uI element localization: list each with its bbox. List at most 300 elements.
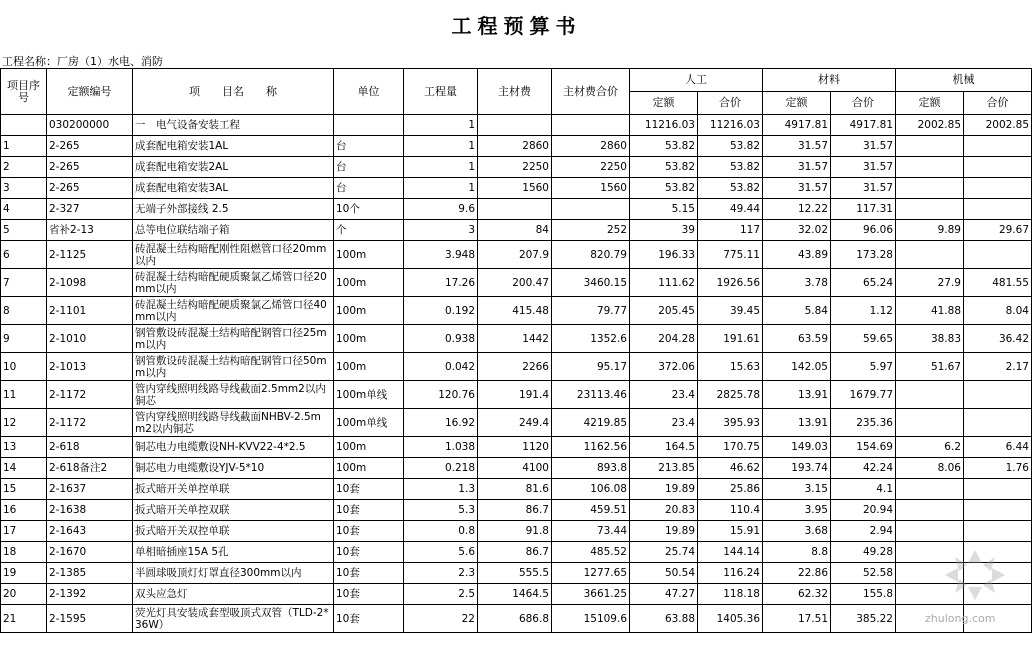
main-total-cell: 2860: [552, 136, 630, 157]
unit-cell: 10套: [334, 479, 404, 500]
item-cell: 砖混凝土结构暗配硬质聚氯乙烯管口径40mm以内: [133, 297, 334, 325]
labor-total-cell: 53.82: [698, 178, 763, 199]
material-total-cell: 4.1: [831, 479, 896, 500]
seq-cell: 6: [1, 241, 47, 269]
table-row: [1, 353, 1032, 381]
labor-quota-cell: 205.45: [630, 297, 698, 325]
main-fee-cell: 1464.5: [478, 584, 552, 605]
code-cell: 2-1101: [47, 297, 133, 325]
material-quota-cell: 3.15: [763, 479, 831, 500]
seq-cell: 13: [1, 437, 47, 458]
item-cell: 成套配电箱安装1AL: [133, 136, 334, 157]
main-fee-cell: 191.4: [478, 381, 552, 409]
labor-total-cell: 191.61: [698, 325, 763, 353]
material-quota-cell: 31.57: [763, 157, 831, 178]
labor-quota-cell: 23.4: [630, 381, 698, 409]
main-total-cell: [552, 115, 630, 136]
labor-total-cell: 170.75: [698, 437, 763, 458]
seq-cell: 9: [1, 325, 47, 353]
main-total-cell: 485.52: [552, 542, 630, 563]
labor-total-cell: 15.91: [698, 521, 763, 542]
item-cell: 扳式暗开关单控双联: [133, 500, 334, 521]
table-row: [1, 521, 1032, 542]
header-machine-quota: 定额: [896, 92, 964, 115]
unit-cell: 100m: [334, 269, 404, 297]
material-total-cell: 59.65: [831, 325, 896, 353]
table-row: [1, 605, 1032, 633]
qty-cell: 0.042: [404, 353, 478, 381]
seq-cell: 2: [1, 157, 47, 178]
qty-cell: 16.92: [404, 409, 478, 437]
item-cell: 砖混凝土结构暗配刚性阻燃管口径20mm以内: [133, 241, 334, 269]
main-total-cell: 95.17: [552, 353, 630, 381]
unit-cell: 10个: [334, 199, 404, 220]
qty-cell: 0.218: [404, 458, 478, 479]
labor-total-cell: 110.4: [698, 500, 763, 521]
main-fee-cell: 1442: [478, 325, 552, 353]
machine-quota-cell: [896, 521, 964, 542]
material-total-cell: 173.28: [831, 241, 896, 269]
qty-cell: 0.192: [404, 297, 478, 325]
code-cell: 2-327: [47, 199, 133, 220]
watermark-logo-icon: [935, 545, 1015, 605]
machine-quota-cell: 41.88: [896, 297, 964, 325]
labor-total-cell: 25.86: [698, 479, 763, 500]
table-row: [1, 199, 1032, 220]
machine-total-cell: 481.55: [964, 269, 1032, 297]
qty-cell: 0.938: [404, 325, 478, 353]
material-total-cell: 20.94: [831, 500, 896, 521]
main-fee-cell: 686.8: [478, 605, 552, 633]
table-row: [1, 136, 1032, 157]
header-qty: 工程量: [404, 69, 478, 115]
seq-cell: 10: [1, 353, 47, 381]
item-cell: 铜芯电力电缆敷设YJV-5*10: [133, 458, 334, 479]
main-total-cell: 1162.56: [552, 437, 630, 458]
header-machine: 机械: [896, 69, 1032, 92]
watermark-text: zhulong.com: [925, 612, 996, 625]
material-total-cell: 385.22: [831, 605, 896, 633]
material-total-cell: 49.28: [831, 542, 896, 563]
table-row: [1, 115, 1032, 136]
qty-cell: 1: [404, 157, 478, 178]
code-cell: 2-1172: [47, 409, 133, 437]
seq-cell: 3: [1, 178, 47, 199]
unit-cell: 100m: [334, 458, 404, 479]
seq-cell: 15: [1, 479, 47, 500]
machine-quota-cell: 38.83: [896, 325, 964, 353]
seq-cell: 16: [1, 500, 47, 521]
material-quota-cell: 13.91: [763, 409, 831, 437]
material-total-cell: 96.06: [831, 220, 896, 241]
labor-total-cell: 53.82: [698, 157, 763, 178]
unit-cell: 100m单线: [334, 409, 404, 437]
machine-total-cell: [964, 381, 1032, 409]
machine-total-cell: 1.76: [964, 458, 1032, 479]
main-fee-cell: 2860: [478, 136, 552, 157]
table-row: [1, 437, 1032, 458]
machine-quota-cell: [896, 136, 964, 157]
machine-total-cell: 2002.85: [964, 115, 1032, 136]
qty-cell: 120.76: [404, 381, 478, 409]
labor-total-cell: 116.24: [698, 563, 763, 584]
main-total-cell: 1560: [552, 178, 630, 199]
main-fee-cell: 81.6: [478, 479, 552, 500]
header-main-total: 主材费合价: [552, 69, 630, 115]
unit-cell: 10套: [334, 584, 404, 605]
table-row: [1, 381, 1032, 409]
material-quota-cell: 5.84: [763, 297, 831, 325]
main-total-cell: 893.8: [552, 458, 630, 479]
code-cell: 2-1392: [47, 584, 133, 605]
material-total-cell: 155.8: [831, 584, 896, 605]
qty-cell: 5.3: [404, 500, 478, 521]
unit-cell: 100m: [334, 241, 404, 269]
main-total-cell: 73.44: [552, 521, 630, 542]
code-cell: 2-1670: [47, 542, 133, 563]
machine-quota-cell: [896, 381, 964, 409]
unit-cell: 100m单线: [334, 381, 404, 409]
machine-quota-cell: 51.67: [896, 353, 964, 381]
code-cell: 2-1125: [47, 241, 133, 269]
machine-quota-cell: 27.9: [896, 269, 964, 297]
labor-total-cell: 53.82: [698, 136, 763, 157]
qty-cell: 0.8: [404, 521, 478, 542]
unit-cell: 个: [334, 220, 404, 241]
labor-total-cell: 39.45: [698, 297, 763, 325]
labor-quota-cell: 372.06: [630, 353, 698, 381]
main-total-cell: 1277.65: [552, 563, 630, 584]
header-machine-total: 合价: [964, 92, 1032, 115]
labor-total-cell: 46.62: [698, 458, 763, 479]
machine-total-cell: [964, 199, 1032, 220]
qty-cell: 1: [404, 115, 478, 136]
labor-total-cell: 2825.78: [698, 381, 763, 409]
code-cell: 2-265: [47, 157, 133, 178]
labor-quota-cell: 53.82: [630, 136, 698, 157]
qty-cell: 1.3: [404, 479, 478, 500]
item-cell: 成套配电箱安装3AL: [133, 178, 334, 199]
item-cell: 管内穿线照明线路导线截面NHBV-2.5mm2以内铜芯: [133, 409, 334, 437]
main-fee-cell: 4100: [478, 458, 552, 479]
machine-total-cell: 29.67: [964, 220, 1032, 241]
labor-quota-cell: 53.82: [630, 157, 698, 178]
labor-total-cell: 11216.03: [698, 115, 763, 136]
labor-quota-cell: 39: [630, 220, 698, 241]
material-total-cell: 31.57: [831, 157, 896, 178]
machine-quota-cell: [896, 409, 964, 437]
unit-cell: 台: [334, 178, 404, 199]
qty-cell: 3: [404, 220, 478, 241]
qty-cell: 1: [404, 178, 478, 199]
item-cell: 总等电位联结端子箱: [133, 220, 334, 241]
item-cell: 荧光灯具安装成套型吸顶式双管（TLD-2*36W）: [133, 605, 334, 633]
main-fee-cell: 84: [478, 220, 552, 241]
material-quota-cell: 3.78: [763, 269, 831, 297]
material-quota-cell: 32.02: [763, 220, 831, 241]
seq-cell: 1: [1, 136, 47, 157]
labor-total-cell: 49.44: [698, 199, 763, 220]
table-row: [1, 409, 1032, 437]
material-quota-cell: 3.68: [763, 521, 831, 542]
labor-quota-cell: 19.89: [630, 521, 698, 542]
table-row: [1, 479, 1032, 500]
header-material-quota: 定额: [763, 92, 831, 115]
main-total-cell: 4219.85: [552, 409, 630, 437]
table-row: [1, 563, 1032, 584]
material-total-cell: 235.36: [831, 409, 896, 437]
machine-total-cell: 2.17: [964, 353, 1032, 381]
header-code: 定额编号: [47, 69, 133, 115]
header-labor: 人工: [630, 69, 763, 92]
code-cell: 2-265: [47, 136, 133, 157]
seq-cell: [1, 115, 47, 136]
machine-quota-cell: [896, 479, 964, 500]
table-row: [1, 269, 1032, 297]
machine-total-cell: [964, 241, 1032, 269]
code-cell: 2-1643: [47, 521, 133, 542]
material-quota-cell: 149.03: [763, 437, 831, 458]
machine-quota-cell: [896, 157, 964, 178]
main-fee-cell: 1120: [478, 437, 552, 458]
unit-cell: 100m: [334, 325, 404, 353]
main-total-cell: 820.79: [552, 241, 630, 269]
item-cell: 钢管敷设砖混凝土结构暗配钢管口径50mm以内: [133, 353, 334, 381]
material-quota-cell: 4917.81: [763, 115, 831, 136]
labor-quota-cell: 204.28: [630, 325, 698, 353]
seq-cell: 21: [1, 605, 47, 633]
project-name: 工程名称：厂房（1）水电、消防: [2, 55, 163, 68]
main-fee-cell: 200.47: [478, 269, 552, 297]
item-cell: 管内穿线照明线路导线截面2.5mm2以内铜芯: [133, 381, 334, 409]
material-total-cell: 154.69: [831, 437, 896, 458]
seq-cell: 7: [1, 269, 47, 297]
table-row: [1, 542, 1032, 563]
labor-quota-cell: 53.82: [630, 178, 698, 199]
code-cell: 030200000: [47, 115, 133, 136]
machine-total-cell: 6.44: [964, 437, 1032, 458]
labor-quota-cell: 164.5: [630, 437, 698, 458]
labor-quota-cell: 50.54: [630, 563, 698, 584]
main-fee-cell: 415.48: [478, 297, 552, 325]
material-total-cell: 5.97: [831, 353, 896, 381]
seq-cell: 14: [1, 458, 47, 479]
qty-cell: 5.6: [404, 542, 478, 563]
machine-total-cell: 8.04: [964, 297, 1032, 325]
main-fee-cell: 249.4: [478, 409, 552, 437]
material-total-cell: 42.24: [831, 458, 896, 479]
machine-quota-cell: 6.2: [896, 437, 964, 458]
main-fee-cell: 86.7: [478, 542, 552, 563]
unit-cell: 台: [334, 136, 404, 157]
unit-cell: 10套: [334, 500, 404, 521]
labor-total-cell: 1405.36: [698, 605, 763, 633]
labor-quota-cell: 111.62: [630, 269, 698, 297]
header-main-fee: 主材费: [478, 69, 552, 115]
labor-quota-cell: 23.4: [630, 409, 698, 437]
unit-cell: 100m: [334, 297, 404, 325]
material-quota-cell: 62.32: [763, 584, 831, 605]
material-quota-cell: 3.95: [763, 500, 831, 521]
table-row: [1, 458, 1032, 479]
material-total-cell: 31.57: [831, 136, 896, 157]
labor-quota-cell: 20.83: [630, 500, 698, 521]
machine-total-cell: [964, 409, 1032, 437]
material-quota-cell: 63.59: [763, 325, 831, 353]
budget-table: [0, 68, 1032, 633]
main-total-cell: [552, 199, 630, 220]
material-total-cell: 31.57: [831, 178, 896, 199]
document-title: 工程预算书: [451, 14, 582, 38]
labor-quota-cell: 47.27: [630, 584, 698, 605]
machine-quota-cell: 9.89: [896, 220, 964, 241]
header-item: 项 目名 称: [133, 69, 334, 115]
code-cell: 2-618: [47, 437, 133, 458]
header-material-total: 合价: [831, 92, 896, 115]
header-labor-quota: 定额: [630, 92, 698, 115]
machine-total-cell: [964, 479, 1032, 500]
table-row: [1, 584, 1032, 605]
seq-cell: 4: [1, 199, 47, 220]
item-cell: 半圆球吸顶灯灯罩直径300mm以内: [133, 563, 334, 584]
item-cell: 无端子外部接线 2.5: [133, 199, 334, 220]
item-cell: 砖混凝土结构暗配硬质聚氯乙烯管口径20mm以内: [133, 269, 334, 297]
item-cell: 铜芯电力电缆敷设NH-KVV22-4*2.5: [133, 437, 334, 458]
table-row: [1, 157, 1032, 178]
labor-quota-cell: 63.88: [630, 605, 698, 633]
main-total-cell: 79.77: [552, 297, 630, 325]
seq-cell: 5: [1, 220, 47, 241]
material-quota-cell: 193.74: [763, 458, 831, 479]
material-total-cell: 65.24: [831, 269, 896, 297]
main-fee-cell: 2250: [478, 157, 552, 178]
machine-quota-cell: [896, 241, 964, 269]
code-cell: 2-1010: [47, 325, 133, 353]
material-quota-cell: 31.57: [763, 178, 831, 199]
labor-total-cell: 15.63: [698, 353, 763, 381]
unit-cell: 10套: [334, 605, 404, 633]
item-cell: 单相暗插座15A 5孔: [133, 542, 334, 563]
seq-cell: 12: [1, 409, 47, 437]
code-cell: 2-618备注2: [47, 458, 133, 479]
material-total-cell: 4917.81: [831, 115, 896, 136]
machine-quota-cell: [896, 199, 964, 220]
material-quota-cell: 22.86: [763, 563, 831, 584]
machine-total-cell: [964, 178, 1032, 199]
machine-quota-cell: 8.06: [896, 458, 964, 479]
unit-cell: 10套: [334, 521, 404, 542]
item-cell: 双头应急灯: [133, 584, 334, 605]
material-quota-cell: 8.8: [763, 542, 831, 563]
labor-total-cell: 775.11: [698, 241, 763, 269]
unit-cell: 台: [334, 157, 404, 178]
unit-cell: [334, 115, 404, 136]
machine-total-cell: [964, 136, 1032, 157]
table-row: [1, 500, 1032, 521]
main-fee-cell: [478, 199, 552, 220]
labor-quota-cell: 25.74: [630, 542, 698, 563]
header-unit: 单位: [334, 69, 404, 115]
unit-cell: 10套: [334, 542, 404, 563]
main-total-cell: 23113.46: [552, 381, 630, 409]
table-row: [1, 297, 1032, 325]
material-quota-cell: 12.22: [763, 199, 831, 220]
labor-total-cell: 118.18: [698, 584, 763, 605]
table-row: [1, 325, 1032, 353]
material-quota-cell: 43.89: [763, 241, 831, 269]
main-total-cell: 2250: [552, 157, 630, 178]
qty-cell: 3.948: [404, 241, 478, 269]
qty-cell: 2.5: [404, 584, 478, 605]
main-total-cell: 3661.25: [552, 584, 630, 605]
labor-quota-cell: 196.33: [630, 241, 698, 269]
item-cell: 一 电气设备安装工程: [133, 115, 334, 136]
labor-total-cell: 1926.56: [698, 269, 763, 297]
machine-total-cell: [964, 157, 1032, 178]
material-quota-cell: 13.91: [763, 381, 831, 409]
header-seq: 项目序号: [1, 69, 47, 115]
qty-cell: 2.3: [404, 563, 478, 584]
item-cell: 钢管敷设砖混凝土结构暗配钢管口径25mm以内: [133, 325, 334, 353]
table-row: [1, 220, 1032, 241]
header-labor-total: 合价: [698, 92, 763, 115]
item-cell: 成套配电箱安装2AL: [133, 157, 334, 178]
labor-quota-cell: 213.85: [630, 458, 698, 479]
material-total-cell: 1.12: [831, 297, 896, 325]
code-cell: 2-1013: [47, 353, 133, 381]
seq-cell: 20: [1, 584, 47, 605]
item-cell: 扳式暗开关单控单联: [133, 479, 334, 500]
code-cell: 2-1638: [47, 500, 133, 521]
machine-quota-cell: [896, 500, 964, 521]
main-fee-cell: [478, 115, 552, 136]
machine-total-cell: 36.42: [964, 325, 1032, 353]
main-fee-cell: 86.7: [478, 500, 552, 521]
main-total-cell: 252: [552, 220, 630, 241]
seq-cell: 19: [1, 563, 47, 584]
material-quota-cell: 17.51: [763, 605, 831, 633]
main-total-cell: 459.51: [552, 500, 630, 521]
unit-cell: 100m: [334, 437, 404, 458]
unit-cell: 100m: [334, 353, 404, 381]
labor-quota-cell: 5.15: [630, 199, 698, 220]
material-total-cell: 52.58: [831, 563, 896, 584]
seq-cell: 18: [1, 542, 47, 563]
machine-quota-cell: [896, 178, 964, 199]
labor-total-cell: 144.14: [698, 542, 763, 563]
machine-quota-cell: 2002.85: [896, 115, 964, 136]
main-fee-cell: 2266: [478, 353, 552, 381]
table-row: [1, 241, 1032, 269]
qty-cell: 9.6: [404, 199, 478, 220]
qty-cell: 17.26: [404, 269, 478, 297]
material-quota-cell: 142.05: [763, 353, 831, 381]
qty-cell: 1.038: [404, 437, 478, 458]
code-cell: 2-1098: [47, 269, 133, 297]
code-cell: 省补2-13: [47, 220, 133, 241]
header-material: 材料: [763, 69, 896, 92]
machine-total-cell: [964, 500, 1032, 521]
material-total-cell: 1679.77: [831, 381, 896, 409]
table-row: [1, 178, 1032, 199]
main-fee-cell: 555.5: [478, 563, 552, 584]
material-total-cell: 2.94: [831, 521, 896, 542]
material-quota-cell: 31.57: [763, 136, 831, 157]
code-cell: 2-1172: [47, 381, 133, 409]
main-total-cell: 15109.6: [552, 605, 630, 633]
labor-total-cell: 117: [698, 220, 763, 241]
qty-cell: 22: [404, 605, 478, 633]
